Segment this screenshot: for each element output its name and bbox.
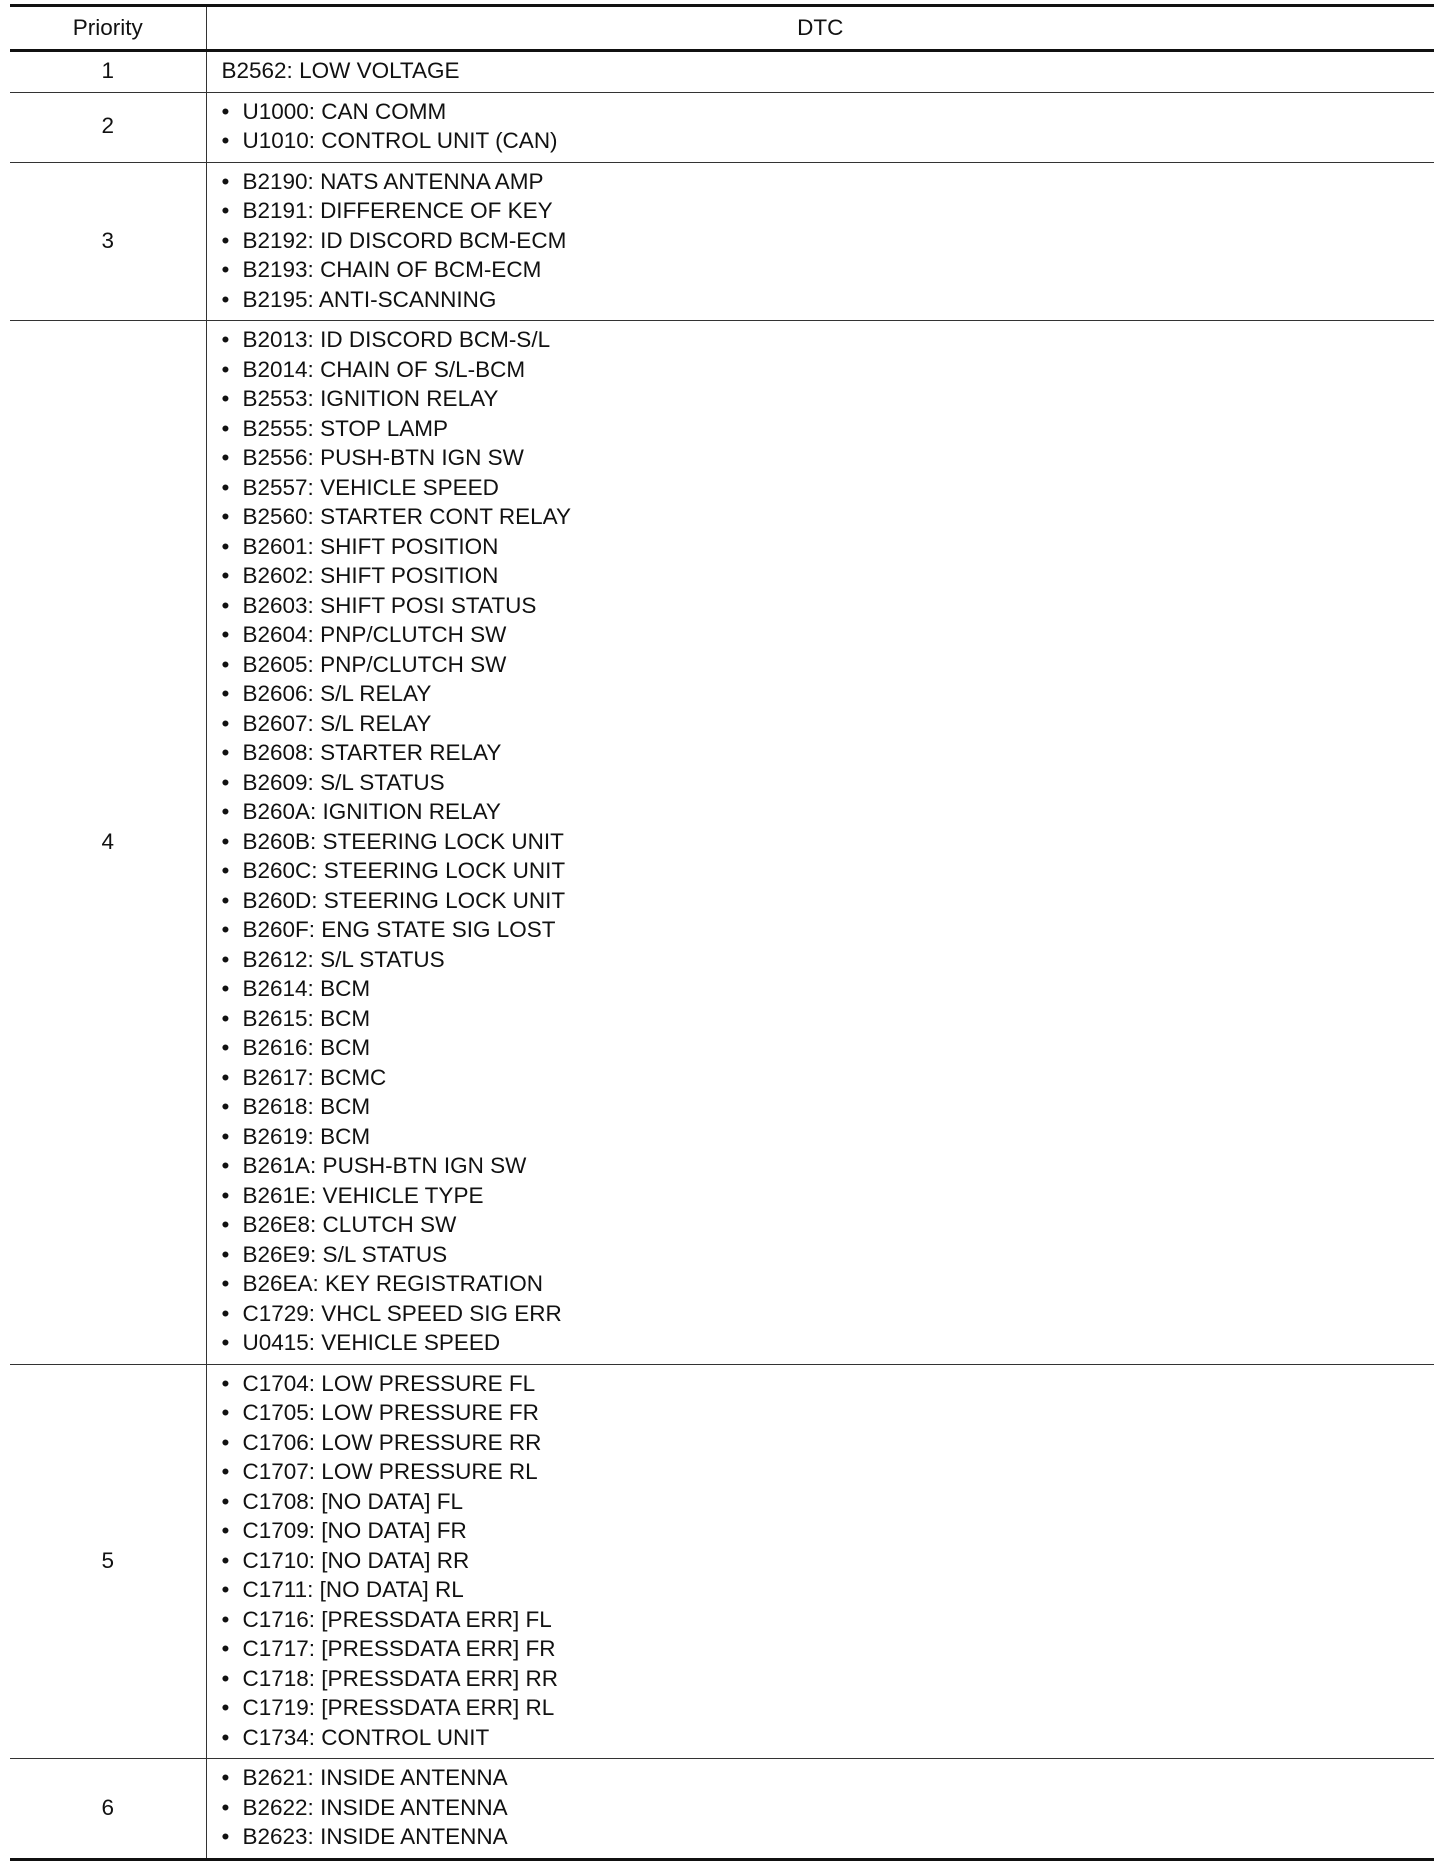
bullet-icon: • [221, 1577, 230, 1602]
dtc-code-text: B2617: BCMC [242, 1064, 387, 1090]
dtc-code-text: B2553: IGNITION RELAY [242, 386, 499, 411]
bullet-icon: • [221, 356, 230, 382]
dtc-code-text: B26E9: S/L STATUS [242, 1241, 448, 1267]
bullet-icon: • [221, 1724, 230, 1750]
dtc-code-text: B2616: BCM [242, 1035, 371, 1060]
bullet-icon: • [221, 1665, 230, 1691]
dtc-code-text: B2193: CHAIN OF BCM-ECM [242, 257, 542, 282]
dtc-item [222, 1181, 1435, 1211]
priority-cell: 6 [10, 1759, 206, 1860]
dtc-item [222, 886, 1435, 916]
dtc-item [222, 196, 1435, 226]
bullet-icon: • [221, 710, 230, 736]
dtc-item [222, 1369, 1435, 1399]
bullet-icon: • [221, 227, 230, 253]
bullet-icon: • [221, 828, 230, 854]
dtc-item [222, 561, 1435, 591]
dtc-item [222, 255, 1435, 285]
dtc-code-text: B2562: LOW VOLTAGE [221, 58, 460, 83]
bullet-icon: • [221, 1300, 230, 1326]
dtc-code-text: C1707: LOW PRESSURE RL [242, 1459, 538, 1484]
dtc-code-text: C1708: [NO DATA] FL [242, 1488, 463, 1514]
dtc-item [222, 1763, 1435, 1793]
bullet-icon: • [221, 327, 230, 352]
dtc-code-text: U0415: VEHICLE SPEED [242, 1330, 501, 1355]
bullet-icon: • [221, 445, 230, 470]
bullet-icon: • [221, 1488, 230, 1514]
bullet-icon: • [221, 1330, 230, 1355]
bullet-icon: • [221, 592, 230, 618]
dtc-item [222, 1487, 1435, 1517]
dtc-item [222, 1605, 1435, 1635]
dtc-code-text: B2190: NATS ANTENNA AMP [242, 168, 544, 194]
dtc-item [222, 797, 1435, 827]
dtc-code-text: B2604: PNP/CLUTCH SW [242, 622, 507, 647]
dtc-cell [206, 51, 1434, 93]
dtc-item [222, 97, 1435, 127]
dtc-item [222, 1575, 1435, 1605]
bullet-icon: • [221, 1765, 230, 1790]
bullet-icon: • [221, 563, 230, 588]
dtc-code-text: B2191: DIFFERENCE OF KEY [242, 198, 553, 223]
dtc-code-text: B2614: BCM [242, 976, 371, 1001]
dtc-code-text: B2608: STARTER RELAY [242, 740, 502, 765]
bullet-icon: • [221, 1606, 230, 1632]
bullet-icon: • [221, 887, 230, 913]
dtc-item [222, 1240, 1435, 1270]
bullet-icon: • [221, 1241, 230, 1267]
dtc-item [222, 945, 1435, 975]
dtc-item [222, 1033, 1435, 1063]
dtc-item [222, 1269, 1435, 1299]
bullet-icon: • [221, 257, 230, 282]
table-row [10, 321, 1434, 1365]
bullet-icon: • [221, 1400, 230, 1425]
priority-cell: 5 [10, 1364, 206, 1759]
bullet-icon: • [221, 1271, 230, 1296]
dtc-item [222, 285, 1435, 315]
dtc-item [222, 738, 1435, 768]
priority-column-header: Priority [10, 6, 206, 51]
bullet-icon: • [221, 622, 230, 647]
bullet-icon: • [221, 1429, 230, 1455]
dtc-item [222, 325, 1435, 355]
dtc-code-text: B2603: SHIFT POSI STATUS [242, 592, 537, 618]
bullet-icon: • [221, 740, 230, 765]
dtc-code-text: B2013: ID DISCORD BCM-S/L [242, 327, 551, 352]
dtc-code-text: C1711: [NO DATA] RL [242, 1577, 464, 1602]
dtc-item [222, 1004, 1435, 1034]
dtc-item [222, 856, 1435, 886]
bullet-icon: • [221, 1636, 230, 1661]
dtc-code-text: C1710: [NO DATA] RR [242, 1547, 470, 1573]
bullet-icon: • [221, 681, 230, 706]
dtc-code-text: B261E: VEHICLE TYPE [242, 1182, 484, 1208]
dtc-item [222, 1428, 1435, 1458]
bullet-icon: • [221, 1370, 230, 1396]
dtc-code-text: C1719: [PRESSDATA ERR] RL [242, 1695, 555, 1720]
dtc-code-text: B260F: ENG STATE SIG LOST [242, 917, 556, 942]
table-body [10, 51, 1434, 1860]
dtc-code-text: B2609: S/L STATUS [242, 769, 445, 795]
dtc-code-text: C1716: [PRESSDATA ERR] FL [242, 1606, 552, 1632]
dtc-item [222, 1299, 1435, 1329]
bullet-icon: • [221, 1153, 230, 1178]
dtc-code-text: B2619: BCM [242, 1123, 371, 1149]
dtc-item [222, 827, 1435, 857]
bullet-icon: • [221, 799, 230, 824]
dtc-code-text: B2014: CHAIN OF S/L-BCM [242, 356, 526, 382]
table-row [10, 51, 1434, 93]
dtc-code-text: B2605: PNP/CLUTCH SW [242, 651, 507, 677]
dtc-item [222, 56, 1435, 86]
dtc-item [222, 1063, 1435, 1093]
dtc-item [222, 650, 1435, 680]
dtc-code-text: C1705: LOW PRESSURE FR [242, 1400, 539, 1425]
dtc-code-text: U1000: CAN COMM [242, 98, 447, 124]
priority-cell: 1 [10, 51, 206, 93]
dtc-item [222, 1693, 1435, 1723]
priority-cell: 2 [10, 92, 206, 162]
dtc-item [222, 532, 1435, 562]
dtc-code-text: B2606: S/L RELAY [242, 681, 432, 706]
dtc-item [222, 167, 1435, 197]
dtc-code-text: U1010: CONTROL UNIT (CAN) [242, 128, 558, 153]
bullet-icon: • [221, 1182, 230, 1208]
dtc-cell [206, 1759, 1434, 1860]
bullet-icon: • [221, 128, 230, 153]
bullet-icon: • [221, 946, 230, 972]
dtc-item [222, 1122, 1435, 1152]
dtc-cell [206, 162, 1434, 321]
dtc-item [222, 384, 1435, 414]
bullet-icon: • [221, 386, 230, 411]
dtc-item [222, 443, 1435, 473]
bullet-icon: • [221, 168, 230, 194]
dtc-cell [206, 1364, 1434, 1759]
dtc-item [222, 1723, 1435, 1753]
dtc-item [222, 1092, 1435, 1122]
bullet-icon: • [221, 1005, 230, 1031]
dtc-item [222, 502, 1435, 532]
dtc-code-text: C1717: [PRESSDATA ERR] FR [242, 1636, 556, 1661]
dtc-code-text: C1734: CONTROL UNIT [242, 1724, 490, 1750]
priority-cell: 4 [10, 321, 206, 1365]
dtc-cell [206, 321, 1434, 1365]
dtc-item [222, 1634, 1435, 1664]
bullet-icon: • [221, 533, 230, 559]
bullet-icon: • [221, 1035, 230, 1060]
bullet-icon: • [221, 474, 230, 500]
dtc-priority-table [10, 4, 1434, 1861]
dtc-code-text: B2557: VEHICLE SPEED [242, 474, 499, 500]
dtc-item [222, 126, 1435, 156]
dtc-code-text: B2601: SHIFT POSITION [242, 533, 499, 559]
bullet-icon: • [221, 1518, 230, 1543]
priority-cell: 3 [10, 162, 206, 321]
dtc-item [222, 1457, 1435, 1487]
dtc-item [222, 1210, 1435, 1240]
dtc-code-text: C1718: [PRESSDATA ERR] RR [242, 1665, 559, 1691]
dtc-code-text: B2615: BCM [242, 1005, 371, 1031]
table-row [10, 162, 1434, 321]
bullet-icon: • [221, 98, 230, 124]
table-row [10, 92, 1434, 162]
bullet-icon: • [221, 917, 230, 942]
dtc-item [222, 1328, 1435, 1358]
dtc-code-text: B2621: INSIDE ANTENNA [242, 1765, 508, 1790]
dtc-item [222, 1516, 1435, 1546]
dtc-code-text: B260C: STEERING LOCK UNIT [242, 858, 566, 883]
dtc-code-text: C1729: VHCL SPEED SIG ERR [242, 1300, 562, 1326]
dtc-item [222, 1793, 1435, 1823]
header-row [10, 6, 1434, 51]
bullet-icon: • [221, 1212, 230, 1237]
dtc-code-text: C1704: LOW PRESSURE FL [242, 1370, 536, 1396]
table-header [10, 6, 1434, 51]
dtc-code-text: B260A: IGNITION RELAY [242, 799, 501, 824]
bullet-icon: • [221, 1824, 230, 1849]
dtc-item [222, 768, 1435, 798]
dtc-item [222, 1664, 1435, 1694]
dtc-cell [206, 92, 1434, 162]
bullet-icon: • [221, 858, 230, 883]
dtc-code-text: B2607: S/L RELAY [242, 710, 432, 736]
dtc-code-text: B26E8: CLUTCH SW [242, 1212, 457, 1237]
dtc-item [222, 709, 1435, 739]
bullet-icon: • [221, 1547, 230, 1573]
bullet-icon: • [221, 415, 230, 441]
dtc-item [222, 226, 1435, 256]
dtc-code-text: B26EA: KEY REGISTRATION [242, 1271, 544, 1296]
bullet-icon: • [221, 769, 230, 795]
dtc-item [222, 1822, 1435, 1852]
dtc-item [222, 620, 1435, 650]
dtc-code-text: C1706: LOW PRESSURE RR [242, 1429, 542, 1455]
dtc-code-text: B2195: ANTI-SCANNING [242, 286, 497, 312]
dtc-code-text: B260D: STEERING LOCK UNIT [242, 887, 566, 913]
bullet-icon: • [221, 976, 230, 1001]
dtc-item [222, 355, 1435, 385]
bullet-icon: • [221, 504, 230, 529]
dtc-code-text: B2560: STARTER CONT RELAY [242, 504, 571, 529]
dtc-item [222, 473, 1435, 503]
dtc-item [222, 414, 1435, 444]
dtc-code-text: B2556: PUSH-BTN IGN SW [242, 445, 524, 470]
bullet-icon: • [221, 651, 230, 677]
bullet-icon: • [221, 1459, 230, 1484]
dtc-code-text: C1709: [NO DATA] FR [242, 1518, 467, 1543]
dtc-code-text: B2602: SHIFT POSITION [242, 563, 499, 588]
dtc-code-text: B2555: STOP LAMP [242, 415, 449, 441]
dtc-item [222, 591, 1435, 621]
dtc-item [222, 974, 1435, 1004]
bullet-icon: • [221, 1123, 230, 1149]
bullet-icon: • [221, 1064, 230, 1090]
bullet-icon: • [221, 198, 230, 223]
bullet-icon: • [221, 1094, 230, 1119]
bullet-icon: • [221, 1695, 230, 1720]
dtc-item [222, 915, 1435, 945]
bullet-icon: • [221, 1794, 230, 1820]
dtc-item [222, 1546, 1435, 1576]
dtc-code-text: B260B: STEERING LOCK UNIT [242, 828, 564, 854]
dtc-code-text: B261A: PUSH-BTN IGN SW [242, 1153, 527, 1178]
dtc-column-header: DTC [797, 15, 844, 41]
dtc-code-text: B2612: S/L STATUS [242, 946, 445, 972]
dtc-code-text: B2622: INSIDE ANTENNA [242, 1794, 508, 1820]
dtc-code-text: B2618: BCM [242, 1094, 371, 1119]
dtc-item [222, 1398, 1435, 1428]
dtc-code-text: B2192: ID DISCORD BCM-ECM [242, 227, 567, 253]
dtc-item [222, 1151, 1435, 1181]
table-row [10, 1364, 1434, 1759]
dtc-item [222, 679, 1435, 709]
dtc-code-text: B2623: INSIDE ANTENNA [242, 1824, 508, 1849]
bullet-icon: • [221, 286, 230, 312]
table-row [10, 1759, 1434, 1860]
